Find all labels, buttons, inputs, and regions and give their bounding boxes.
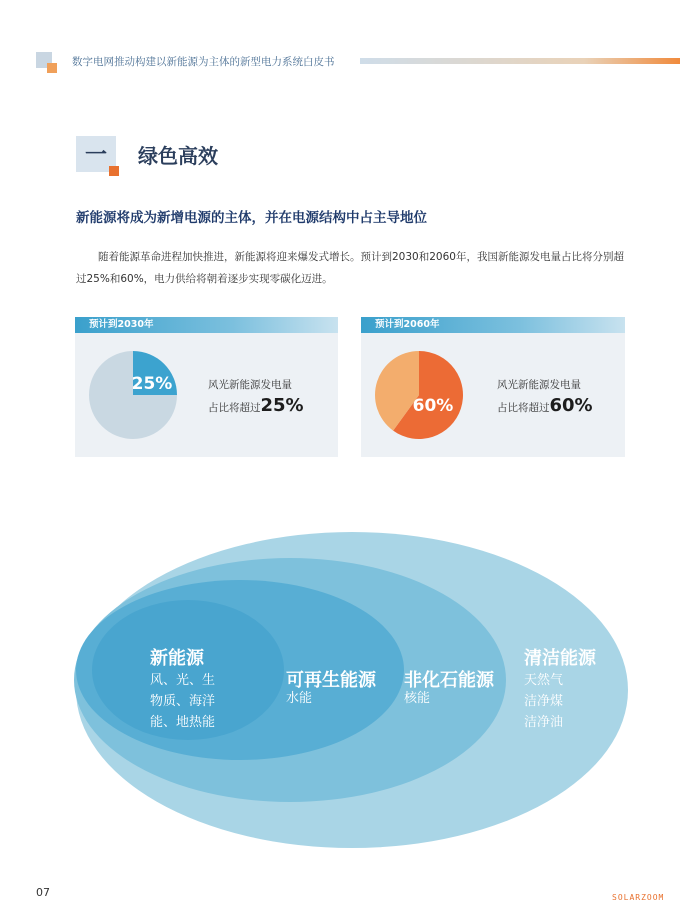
body-paragraph: 随着能源革命进程加快推进，新能源将迎来爆发式增长。预计到2030和2060年，我国新能源发电量占比将分别超过25%和60%，电力供给将朝着逐步实现零碳化迈进。 (76, 251, 624, 285)
card-line2 (497, 395, 593, 416)
header-gradient-bar (360, 58, 680, 64)
card-line1: 风光新能源发电量 (208, 379, 292, 391)
header-logo (36, 52, 58, 74)
section-title: 绿色高效 (138, 144, 218, 168)
pie-card-2060 (361, 317, 625, 457)
card-line2 (208, 395, 304, 416)
pie-data-label: 60% (412, 396, 454, 416)
new-energy-list (150, 670, 215, 733)
clean-energy-list (524, 670, 563, 733)
section-accent-square (109, 166, 119, 176)
clean-energy-title: 清洁能源 (524, 648, 596, 669)
card-line1: 风光新能源发电量 (497, 379, 581, 391)
renewable-title: 可再生能源 (286, 670, 376, 691)
card-header: 预计到2030年 (75, 317, 338, 333)
card-line2-prefix: 占比将超过 (208, 402, 261, 414)
pie-data-label: 25% (131, 374, 173, 394)
clean-energy-line: 洁净油 (524, 715, 564, 730)
subheading: 新能源将成为新增电源的主体，并在电源结构中占主导地位 (76, 210, 427, 226)
pie-chart-2030 (75, 333, 205, 457)
pie-chart-2060 (361, 333, 491, 457)
renewable-line: 水能 (286, 691, 313, 706)
card-line2-value: 60% (549, 395, 593, 416)
new-energy-title: 新能源 (150, 648, 204, 669)
non-fossil-list (404, 688, 430, 709)
section-number: 一 (84, 143, 107, 168)
section-number-box (76, 136, 116, 172)
clean-energy-line: 洁净煤 (524, 694, 564, 709)
energy-venn-diagram (0, 520, 680, 860)
page-number: 07 (36, 886, 50, 899)
pie-card-2030 (75, 317, 338, 457)
card-line2-prefix: 占比将超过 (497, 402, 550, 414)
header-title: 数字电网推动构建以新能源为主体的新型电力系统白皮书 (72, 56, 335, 68)
non-fossil-title: 非化石能源 (404, 670, 494, 691)
clean-energy-line: 天然气 (524, 673, 564, 688)
new-energy-line: 能、地热能 (150, 715, 216, 730)
card-line2-value: 25% (260, 395, 304, 416)
card-header: 预计到2060年 (361, 317, 625, 333)
new-energy-line: 物质、海洋 (150, 694, 216, 709)
renewable-list (286, 688, 312, 709)
non-fossil-line: 核能 (404, 691, 431, 706)
new-energy-line: 风、光、生 (150, 673, 216, 688)
brand-watermark: SOLARZOOM (612, 893, 665, 902)
